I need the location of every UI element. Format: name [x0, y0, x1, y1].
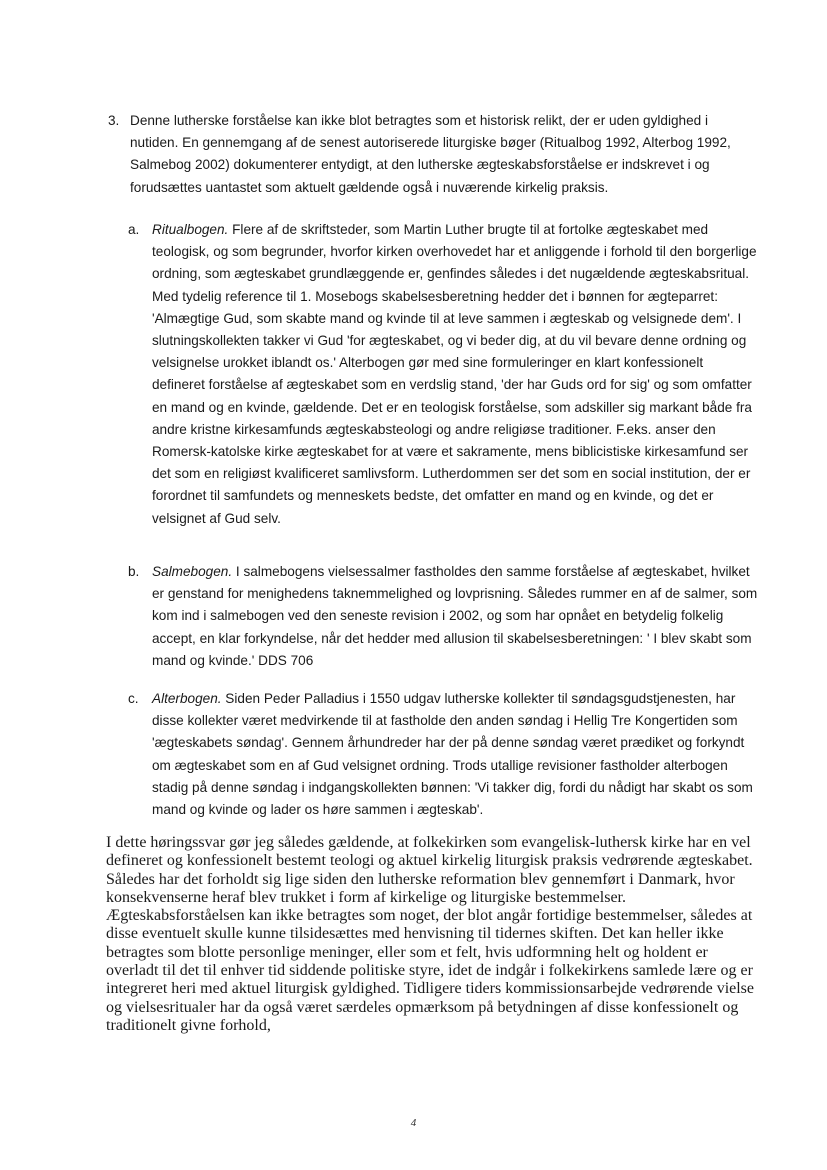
subitem-c [128, 688, 758, 821]
subitem-lead-title: Alterbogen. [152, 691, 222, 706]
subitem-body: Flere af de skriftsteder, som Martin Luther brugte til at fortolke ægteskabet med teologisk, og som begrunder, hvorfor kirken overhovedet har et anliggende i forhold til den borgerlige ordning, som ægteskabet grundlæggende er, genfindes således i det nugældende ægteskabsritual. Med tydelig reference til 1. Mosebogs skabelsesberetning hedder det i bønnen for ægteparret: 'Almægtige Gud, som skabte mand og kvinde til at leve sammen i ægteskab og velsignede dem'. I slutningskollekten takker vi Gud 'for ægteskabet, og vi beder dig, at du vil bevare denne ordning og velsignelse urokket iblandt os.' Alterbogen gør med sine formuleringer en klart konfessionelt defineret forståelse af ægteskabet som en verdslig stand, 'der har Guds ord for sig' og som omfatter en mand og en kvinde, gældende. Det er en teologisk forståelse, som adskiller sig markant både fra andre kristne kirkesamfunds ægteskabsteologi og andre religiøse traditioner. F.eks. anser den Romersk-katolske kirke ægteskabet for at være et sakramente, mens biblicistiske kirkesamfund ser det som en religiøst kvalificeret samlivsform. Lutherdommen ser det som en social institution, der er forordnet til samfundets og menneskets bedste, det omfatter en mand og en kvinde, og det er velsignet af Gud selv. [152, 222, 757, 526]
page-number: 4 [410, 1117, 417, 1129]
closing-paragraph: I dette høringssvar gør jeg således gældende, at folkekirken som evangelisk-luthersk kirke har en vel defineret og konfessionelt bestemt teologi og aktuel kirkelig liturgisk praksis vedrørende ægteskabet. Således har det forholdt sig lige siden den lutherske reformation blev gennemført i Danmark, hvor konsekvenserne heraf blev trukket i form af kirkelige og liturgiske bestemmelser. Ægteskabsforståelsen kan ikke betragtes som noget, der blot angår fortidige bestemmelser, således at disse eventuelt skulle kunne tilsidesættes med henvisning til tidernes skiften. Det kan heller ikke betragtes som blotte personlige meninger, eller som et felt, hvis udformning helt og holdent er overladt til det til enhver tid siddende politiske styre, idet de indgår i folkekirkens samlede lære og er integreret heri med aktuel liturgisk gyldighed. Tidligere tiders kommissionsarbejde vedrørende vielse og vielsesritualer har da også været særdeles opmærksom på betydningen af disse konfessionelt og traditionelt givne forhold, [106, 834, 755, 1034]
numbered-paragraph-3 [108, 110, 758, 199]
subitem-lead-title: Ritualbogen. [152, 222, 229, 237]
subitem-lead-title: Salmebogen. [152, 564, 233, 579]
subitem-body: I salmebogens vielsessalmer fastholdes den samme forståelse af ægteskabet, hvilket er genstand for menighedens taknemmelighed og lovprisning. Således rummer en af de salmer, som kom ind i salmebogen ved den seneste revision i 2002, og som har opnået en betydelig folkelig accept, en klar forkyndelse, når det hedder med allusion til skabelsesberetningen: ' I blev skabt som mand og kvinde.' DDS 706 [152, 564, 758, 668]
subitem-text [152, 219, 758, 530]
subitem-text [152, 688, 758, 821]
subitem-letter: c. [128, 691, 139, 706]
subitem-a [128, 219, 758, 530]
paragraph-number: 3. [108, 113, 120, 128]
subitem-b [128, 561, 758, 672]
paragraph-text: Denne lutherske forståelse kan ikke blot betragtes som et historisk relikt, der er uden gyldighed i nutiden. En gennemgang af de senest autoriserede liturgiske bøger (Ritualbog 1992, Alterbog 1992, Salmebog 2002) dokumenterer entydigt, at den lutherske ægteskabsforståelse er indskrevet i og forudsættes uantastet som aktuelt gældende også i nuværende kirkelig praksis. [130, 113, 731, 195]
subitem-body: Siden Peder Palladius i 1550 udgav lutherske kollekter til søndagsgudstjenesten, har disse kollekter været medvirkende til at fastholde den anden søndag i Hellig Tre Kongertiden som 'ægteskabets søndag'. Gennem århundreder har der på denne søndag været prædiket og forkyndt om ægteskabet som en af Gud velsignet ordning. Trods utallige revisioner fastholder alterbogen stadig på denne søndag i indgangskollekten bønnen: 'Vi takker dig, fordi du nådigt har skabt os som mand og kvinde og lader os høre sammen i ægteskab'. [152, 691, 753, 818]
subitem-letter: a. [128, 222, 140, 237]
subitem-text [152, 561, 758, 672]
subitem-letter: b. [128, 564, 140, 579]
